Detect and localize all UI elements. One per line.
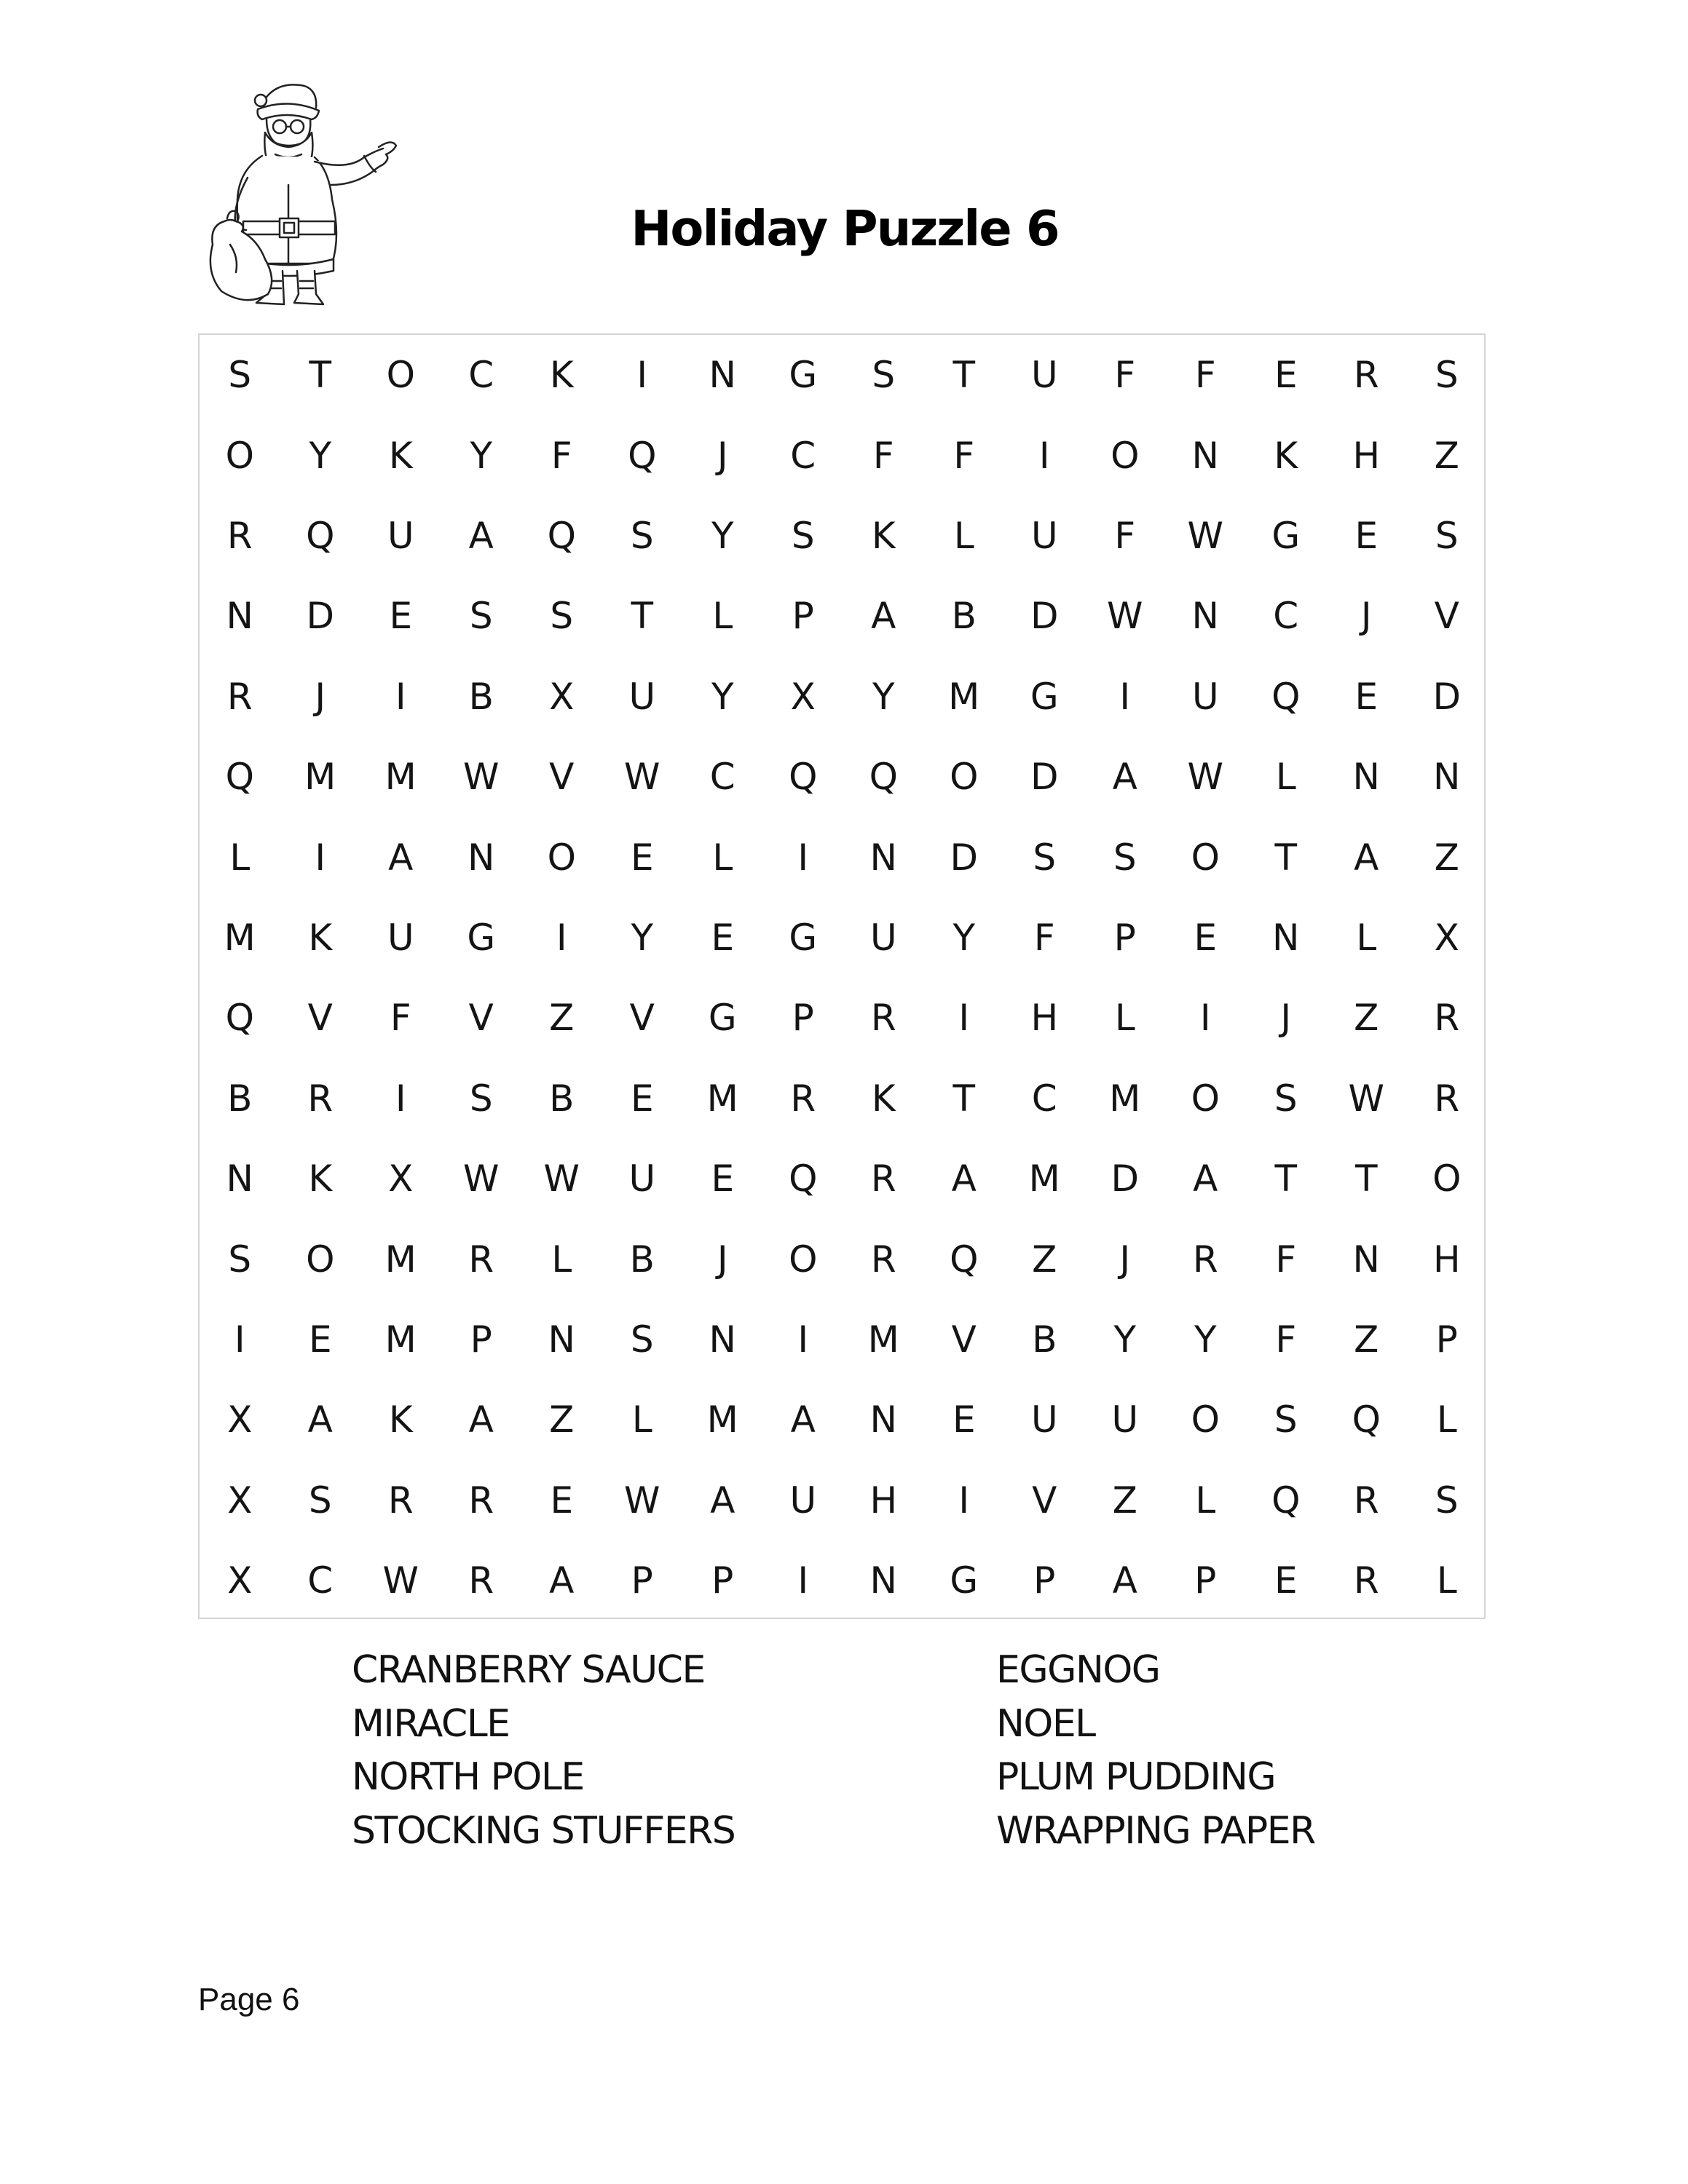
grid-cell[interactable]: E [550, 1479, 574, 1522]
grid-cell[interactable]: L [712, 836, 733, 879]
grid-cell[interactable]: S [1033, 836, 1057, 879]
grid-cell[interactable]: N [226, 595, 253, 638]
grid-cell[interactable]: O [1111, 434, 1140, 477]
grid-cell[interactable]: R [468, 1559, 494, 1602]
grid-cell[interactable]: U [387, 916, 414, 959]
grid-cell[interactable]: W [624, 756, 660, 799]
grid-cell[interactable]: A [951, 1158, 977, 1200]
grid-cell[interactable]: N [1433, 756, 1461, 799]
grid-cell[interactable]: N [869, 1398, 897, 1441]
grid-cell[interactable]: I [1119, 675, 1131, 718]
grid-cell[interactable]: Q [225, 756, 254, 799]
grid-cell[interactable]: L [229, 836, 251, 879]
grid-cell[interactable]: C [709, 756, 735, 799]
grid-cell[interactable]: O [547, 836, 576, 879]
grid-cell[interactable]: U [628, 675, 656, 718]
grid-cell[interactable]: A [871, 595, 896, 638]
grid-cell[interactable]: R [870, 997, 896, 1040]
grid-cell[interactable]: G [789, 916, 818, 959]
grid-cell[interactable]: K [549, 354, 574, 397]
page-number: Page 6 [198, 1982, 300, 2017]
grid-cell[interactable]: M [706, 1398, 738, 1441]
grid-cell[interactable]: I [1038, 434, 1050, 477]
grid-cell[interactable]: W [463, 1158, 500, 1200]
grid-cell[interactable]: E [630, 836, 654, 879]
grid-cell[interactable]: M [1109, 1077, 1141, 1120]
word-list-right [996, 1644, 1315, 1858]
grid-cell[interactable]: Z [1354, 1318, 1379, 1361]
grid-cell[interactable]: K [308, 916, 333, 959]
grid-cell[interactable]: O [1432, 1158, 1462, 1200]
grid-cell[interactable]: U [1030, 1398, 1058, 1441]
grid-cell[interactable]: N [709, 1318, 736, 1361]
grid-cell[interactable]: P [470, 1318, 492, 1361]
grid-cell[interactable]: R [870, 1158, 896, 1200]
grid-cell[interactable]: R [1353, 1559, 1379, 1602]
grid-cell[interactable]: I [315, 836, 326, 879]
grid-cell[interactable]: K [388, 1398, 413, 1441]
grid-cell[interactable]: S [550, 595, 574, 638]
grid-cell[interactable]: O [1191, 836, 1220, 879]
grid-cell[interactable]: U [869, 916, 897, 959]
grid-cell[interactable]: P [711, 1559, 734, 1602]
grid-cell[interactable]: Q [1271, 675, 1301, 718]
grid-cell[interactable]: I [636, 354, 648, 397]
grid-cell[interactable]: B [629, 1238, 655, 1281]
grid-cell[interactable]: M [867, 1318, 899, 1361]
grid-cell[interactable]: X [790, 675, 816, 718]
grid-cell[interactable]: Q [789, 1158, 818, 1200]
word-list-item: MIRACLE [352, 1701, 510, 1746]
word-list-item: STOCKING STUFFERS [352, 1808, 735, 1853]
grid-cell[interactable]: O [386, 354, 415, 397]
grid-cell[interactable]: T [1274, 1158, 1298, 1200]
grid-cell[interactable]: H [1432, 1238, 1461, 1281]
grid-cell[interactable]: M [384, 1318, 417, 1361]
grid-cell[interactable]: Z [1354, 997, 1379, 1040]
grid-cell[interactable]: J [315, 675, 326, 718]
grid-cell[interactable]: J [1119, 1238, 1131, 1281]
grid-cell[interactable]: R [1434, 1077, 1460, 1120]
grid-cell[interactable]: R [790, 1077, 816, 1120]
grid-cell[interactable]: G [708, 997, 737, 1040]
grid-cell[interactable]: Y [631, 916, 654, 959]
grid-cell[interactable]: S [791, 514, 815, 557]
word-list-item: NORTH POLE [352, 1755, 584, 1799]
grid-cell[interactable]: I [797, 1559, 809, 1602]
grid-cell[interactable]: O [1191, 1398, 1220, 1441]
grid-cell[interactable]: Q [225, 997, 254, 1040]
grid-cell[interactable]: G [789, 354, 818, 397]
grid-cell[interactable]: O [789, 1238, 818, 1281]
grid-cell[interactable]: Q [1352, 1398, 1381, 1441]
grid-cell[interactable]: J [1360, 595, 1372, 638]
grid-cell[interactable]: Y [872, 675, 895, 718]
grid-cell[interactable]: L [1114, 997, 1135, 1040]
grid-cell[interactable]: Z [1112, 1479, 1137, 1522]
grid-cell[interactable]: S [228, 1238, 252, 1281]
grid-cell[interactable]: Y [711, 514, 734, 557]
grid-cell[interactable]: S [872, 354, 896, 397]
grid-cell[interactable]: T [1354, 1158, 1378, 1200]
word-list-item: CRANBERRY SAUCE [352, 1648, 705, 1692]
grid-cell[interactable]: L [631, 1398, 652, 1441]
grid-cell[interactable]: V [1434, 595, 1459, 638]
grid-cell[interactable]: M [224, 916, 256, 959]
grid-cell[interactable]: K [871, 1077, 896, 1120]
grid-cell[interactable]: W [1107, 595, 1143, 638]
grid-cell[interactable]: C [1031, 1077, 1057, 1120]
grid-cell[interactable]: O [1191, 1077, 1220, 1120]
grid-cell[interactable]: Q [306, 514, 335, 557]
grid-cell[interactable]: O [950, 756, 979, 799]
grid-cell[interactable]: R [1192, 1238, 1218, 1281]
grid-cell[interactable]: I [234, 1318, 245, 1361]
grid-cell[interactable]: Y [1113, 1318, 1137, 1361]
grid-cell[interactable]: F [551, 434, 572, 477]
grid-cell[interactable]: L [1436, 1398, 1457, 1441]
grid-cell[interactable]: N [226, 1158, 253, 1200]
grid-cell[interactable]: Z [549, 997, 575, 1040]
grid-cell[interactable]: X [227, 1398, 253, 1441]
grid-cell[interactable]: P [1194, 1559, 1217, 1602]
grid-cell[interactable]: O [306, 1238, 335, 1281]
grid-cell[interactable]: J [717, 434, 728, 477]
grid-cell[interactable]: H [1352, 434, 1381, 477]
grid-cell[interactable]: R [870, 1238, 896, 1281]
grid-cell[interactable]: F [1275, 1238, 1297, 1281]
grid-cell[interactable]: O [225, 434, 254, 477]
grid-cell[interactable]: X [227, 1559, 253, 1602]
grid-cell[interactable]: U [628, 1158, 656, 1200]
grid-cell[interactable]: S [1113, 836, 1137, 879]
grid-cell[interactable]: N [1272, 916, 1300, 959]
grid-cell[interactable]: E [1194, 916, 1218, 959]
word-list-left [352, 1644, 735, 1858]
grid-cell[interactable]: B [1032, 1318, 1057, 1361]
grid-cell[interactable]: B [951, 595, 977, 638]
grid-cell[interactable]: Q [628, 434, 657, 477]
grid-cell[interactable]: N [869, 1559, 897, 1602]
grid-cell[interactable]: C [307, 1559, 334, 1602]
grid-cell[interactable]: N [1352, 756, 1380, 799]
grid-cell[interactable]: N [548, 1318, 575, 1361]
grid-cell[interactable]: I [395, 675, 406, 718]
grid-cell[interactable]: A [388, 836, 414, 879]
grid-cell[interactable]: C [1273, 595, 1299, 638]
grid-cell[interactable]: I [395, 1077, 406, 1120]
grid-cell[interactable]: I [797, 836, 809, 879]
grid-cell[interactable]: L [1356, 916, 1377, 959]
grid-cell[interactable]: T [953, 354, 976, 397]
word-list-item: WRAPPING PAPER [996, 1808, 1315, 1853]
grid-cell[interactable]: X [1434, 916, 1459, 959]
grid-cell[interactable]: W [543, 1158, 580, 1200]
grid-cell[interactable]: W [1187, 756, 1223, 799]
grid-cell[interactable]: P [631, 1559, 653, 1602]
grid-cell[interactable]: S [630, 1318, 654, 1361]
grid-cell[interactable]: S [469, 1077, 493, 1120]
grid-cell[interactable]: F [1033, 916, 1055, 959]
grid-cell[interactable]: M [384, 756, 417, 799]
grid-cell[interactable]: P [1033, 1559, 1056, 1602]
grid-cell[interactable]: L [712, 595, 733, 638]
grid-cell[interactable]: Z [1434, 434, 1459, 477]
grid-cell[interactable]: U [387, 514, 414, 557]
grid-cell[interactable]: R [307, 1077, 334, 1120]
santa-illustration [195, 76, 414, 316]
grid-cell[interactable]: S [1435, 514, 1459, 557]
grid-cell[interactable]: W [1187, 514, 1223, 557]
grid-cell[interactable]: U [1030, 354, 1058, 397]
grid-cell[interactable]: U [1030, 514, 1058, 557]
grid-cell[interactable]: A [1354, 836, 1379, 879]
grid-cell[interactable]: E [711, 1158, 735, 1200]
grid-cell[interactable]: R [1434, 997, 1460, 1040]
grid-cell[interactable]: R [468, 1238, 494, 1281]
grid-cell[interactable]: U [1111, 1398, 1139, 1441]
grid-cell[interactable]: S [1274, 1077, 1298, 1120]
grid-cell[interactable]: M [948, 675, 980, 718]
grid-cell[interactable]: X [227, 1479, 253, 1522]
grid-cell[interactable]: L [953, 514, 974, 557]
grid-cell[interactable]: N [869, 836, 897, 879]
grid-cell[interactable]: V [468, 997, 494, 1040]
grid-cell[interactable]: H [1030, 997, 1059, 1040]
grid-cell[interactable]: Z [549, 1398, 575, 1441]
grid-cell[interactable]: B [227, 1077, 253, 1120]
grid-cell[interactable]: A [1193, 1158, 1218, 1200]
grid-cell[interactable]: J [1280, 997, 1292, 1040]
grid-cell[interactable]: W [463, 756, 500, 799]
grid-cell[interactable]: N [1191, 595, 1219, 638]
grid-cell[interactable]: R [1353, 1479, 1379, 1522]
grid-cell[interactable]: A [468, 514, 494, 557]
grid-cell[interactable]: A [790, 1398, 816, 1441]
grid-cell[interactable]: R [468, 1479, 494, 1522]
grid-cell[interactable]: E [952, 1398, 976, 1441]
grid-cell[interactable]: D [1111, 1158, 1139, 1200]
grid-cell[interactable]: B [468, 675, 494, 718]
grid-cell[interactable]: P [1435, 1318, 1458, 1361]
grid-cell[interactable]: E [1354, 675, 1379, 718]
word-list-item: PLUM PUDDING [996, 1755, 1276, 1799]
grid-cell[interactable]: N [1191, 434, 1219, 477]
grid-cell[interactable]: Z [1434, 836, 1459, 879]
grid-cell[interactable]: R [226, 514, 253, 557]
grid-cell[interactable]: Q [1271, 1479, 1301, 1522]
grid-cell[interactable]: G [1271, 514, 1301, 557]
grid-cell[interactable]: E [389, 595, 413, 638]
grid-cell[interactable]: W [1348, 1077, 1384, 1120]
grid-cell[interactable]: S [308, 1479, 332, 1522]
grid-cell[interactable]: F [872, 434, 894, 477]
grid-cell[interactable]: V [307, 997, 333, 1040]
grid-cell[interactable]: R [226, 675, 253, 718]
grid-cell[interactable]: M [384, 1238, 417, 1281]
grid-cell[interactable]: T [631, 595, 654, 638]
grid-cell[interactable]: E [630, 1077, 654, 1120]
grid-cells [200, 335, 1484, 1618]
grid-cell[interactable]: E [1274, 1559, 1298, 1602]
grid-cell[interactable]: C [790, 434, 816, 477]
grid-cell[interactable]: T [309, 354, 332, 397]
grid-cell[interactable]: G [950, 1559, 979, 1602]
grid-cell[interactable]: D [306, 595, 334, 638]
grid-cell[interactable]: K [388, 434, 413, 477]
grid-cell[interactable]: S [228, 354, 252, 397]
grid-cell[interactable]: L [1436, 1559, 1457, 1602]
grid-cell[interactable]: A [549, 1559, 575, 1602]
grid-cell[interactable]: H [869, 1479, 898, 1522]
grid-cell[interactable]: L [1195, 1479, 1216, 1522]
grid-cell[interactable]: L [551, 1238, 572, 1281]
grid-cell[interactable]: B [549, 1077, 575, 1120]
grid-cell[interactable]: D [1432, 675, 1461, 718]
grid-cell[interactable]: G [467, 916, 496, 959]
grid-cell[interactable]: V [549, 756, 575, 799]
grid-cell[interactable]: I [958, 1479, 970, 1522]
grid-cell[interactable]: E [711, 916, 735, 959]
grid-cell[interactable]: N [709, 354, 736, 397]
grid-cell[interactable]: V [629, 997, 655, 1040]
grid-cell[interactable]: D [950, 836, 978, 879]
grid-cell[interactable]: A [710, 1479, 735, 1522]
grid-cell[interactable]: N [468, 836, 495, 879]
grid-cell[interactable]: A [307, 1398, 333, 1441]
grid-cell[interactable]: D [1030, 756, 1059, 799]
grid-cell[interactable]: L [1275, 756, 1296, 799]
grid-cell[interactable]: F [953, 434, 975, 477]
grid-cell[interactable]: K [871, 514, 896, 557]
grid-cell[interactable]: W [382, 1559, 419, 1602]
grid-cell[interactable]: Y [309, 434, 332, 477]
word-search-grid [198, 333, 1486, 1619]
grid-cell[interactable]: S [1274, 1398, 1298, 1441]
grid-cell[interactable]: R [387, 1479, 414, 1522]
grid-cell[interactable]: Y [711, 675, 734, 718]
grid-cell[interactable]: E [308, 1318, 332, 1361]
grid-cell[interactable]: P [792, 595, 814, 638]
grid-cell[interactable]: V [951, 1318, 977, 1361]
grid-cell[interactable]: K [308, 1158, 333, 1200]
grid-cell[interactable]: I [1199, 997, 1211, 1040]
grid-cell[interactable]: F [1194, 354, 1216, 397]
grid-cell[interactable]: U [1191, 675, 1219, 718]
grid-cell[interactable]: C [468, 354, 494, 397]
word-list-item: NOEL [996, 1701, 1095, 1746]
word-list-item: EGGNOG [996, 1648, 1160, 1692]
grid-cell[interactable]: X [549, 675, 575, 718]
grid-cell[interactable]: S [1435, 354, 1459, 397]
page-title: Holiday Puzzle 6 [631, 200, 1059, 257]
grid-cell[interactable]: A [1112, 1559, 1137, 1602]
grid-cell[interactable]: V [1032, 1479, 1057, 1522]
grid-cell[interactable]: I [797, 1318, 809, 1361]
grid-cell[interactable]: Q [869, 756, 898, 799]
grid-cell[interactable]: T [953, 1077, 976, 1120]
grid-cell[interactable]: X [388, 1158, 414, 1200]
grid-cell[interactable]: U [789, 1479, 817, 1522]
grid-cell[interactable]: E [1274, 354, 1298, 397]
grid-cell[interactable]: W [624, 1479, 660, 1522]
grid-cell[interactable]: F [1114, 514, 1136, 557]
grid-cell[interactable]: D [1030, 595, 1059, 638]
grid-cell[interactable]: M [304, 756, 336, 799]
grid-cell[interactable]: K [1274, 434, 1298, 477]
grid-cell[interactable]: E [1354, 514, 1379, 557]
grid-cell[interactable]: Q [950, 1238, 979, 1281]
grid-cell[interactable]: F [1275, 1318, 1297, 1361]
grid-cell[interactable]: A [468, 1398, 494, 1441]
grid-cell[interactable]: Z [1032, 1238, 1057, 1281]
grid-cell[interactable]: T [1274, 836, 1298, 879]
grid-cell[interactable]: Q [547, 514, 576, 557]
grid-cell[interactable]: A [1112, 756, 1137, 799]
grid-cell[interactable]: M [706, 1077, 738, 1120]
grid-cell[interactable]: Y [1194, 1318, 1217, 1361]
grid-cell[interactable]: Q [789, 756, 818, 799]
grid-cell[interactable]: Y [953, 916, 976, 959]
grid-cell[interactable]: G [1030, 675, 1059, 718]
grid-cell[interactable]: P [792, 997, 814, 1040]
grid-cell[interactable]: S [469, 595, 493, 638]
grid-cell[interactable]: F [1114, 354, 1136, 397]
grid-cell[interactable]: I [556, 916, 567, 959]
grid-cell[interactable]: J [717, 1238, 728, 1281]
grid-cell[interactable]: Y [470, 434, 493, 477]
grid-cell[interactable]: I [958, 997, 970, 1040]
grid-cell[interactable]: R [1353, 354, 1379, 397]
grid-cell[interactable]: F [390, 997, 411, 1040]
grid-cell[interactable]: S [1435, 1479, 1459, 1522]
grid-cell[interactable]: M [1028, 1158, 1060, 1200]
grid-cell[interactable]: P [1113, 916, 1136, 959]
grid-cell[interactable]: N [1352, 1238, 1380, 1281]
grid-cell[interactable]: S [630, 514, 654, 557]
